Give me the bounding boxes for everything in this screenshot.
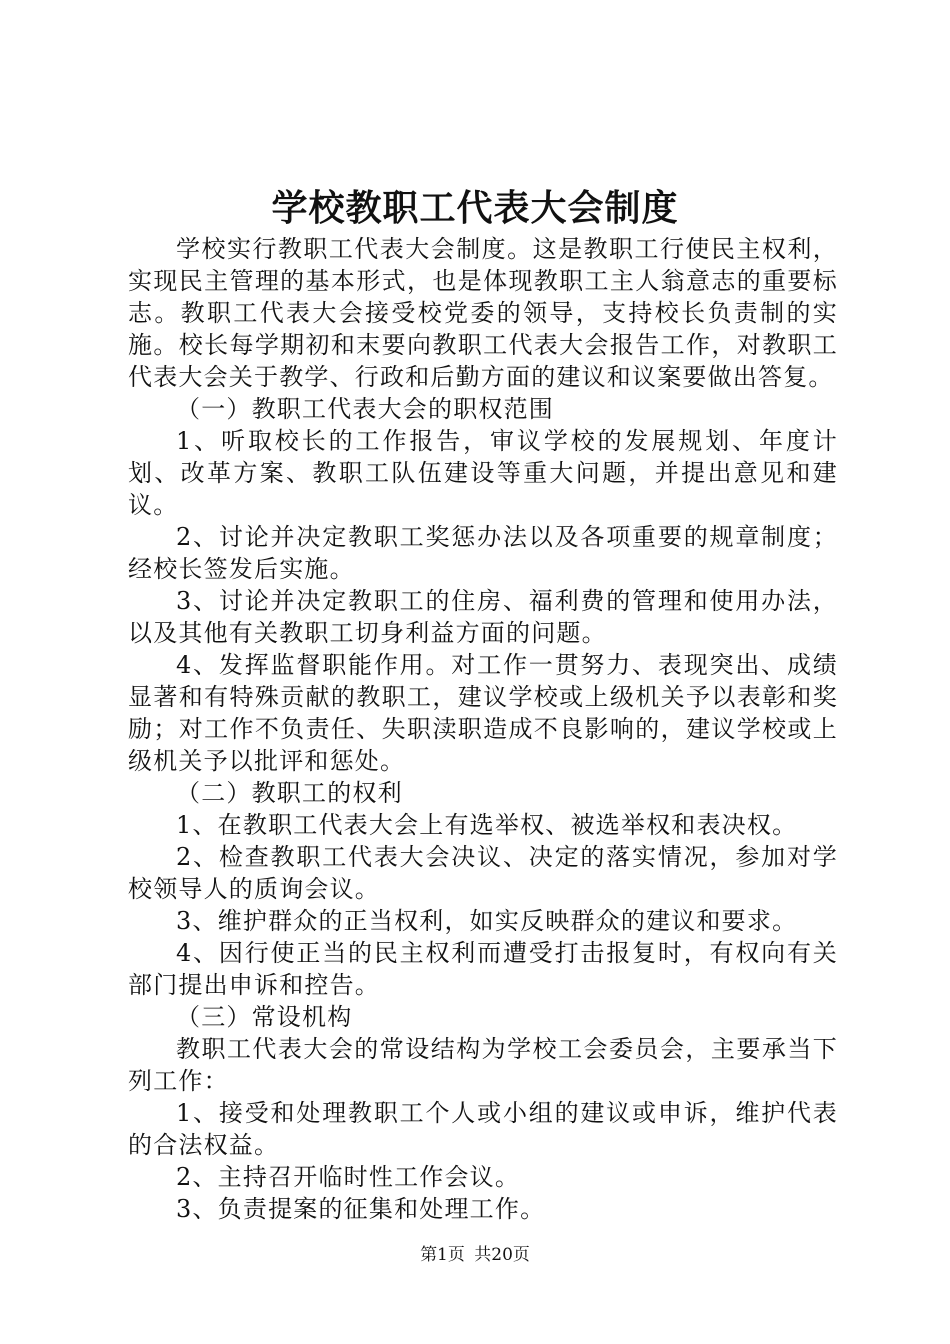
section2-item-2: 2、检查教职工代表大会决议、决定的落实情况，参加对学校领导人的质询会议。 <box>128 843 838 903</box>
section3-intro: 教职工代表大会的常设结构为学校工会委员会，主要承当下列工作： <box>128 1035 838 1095</box>
section1-item-1: 1、听取校长的工作报告，审议学校的发展规划、年度计划、改革方案、教职工队伍建设等重大问题，并提出意见和建议。 <box>128 427 838 519</box>
page-footer <box>0 1244 950 1266</box>
section1-item-4: 4、发挥监督职能作用。对工作一贯努力、表现突出、成绩显著和有特殊贡献的教职工，建议学校或上级机关予以表彰和奖励；对工作不负责任、失职渎职造成不良影响的，建议学校或上级机关予以批评和惩处。 <box>128 651 838 775</box>
document-title: 学校教职工代表大会制度 <box>271 187 679 229</box>
section2-item-3: 3、维护群众的正当权利，如实反映群众的建议和要求。 <box>176 907 798 935</box>
page-number: 第1页 <box>420 1245 465 1265</box>
section1-item-3: 3、讨论并决定教职工的住房、福利费的管理和使用办法，以及其他有关教职工切身利益方面的问题。 <box>128 587 838 647</box>
section3-item-1: 1、接受和处理教职工个人或小组的建议或申诉，维护代表的合法权益。 <box>128 1099 838 1159</box>
section3-item-3: 3、负责提案的征集和处理工作。 <box>176 1195 546 1223</box>
section-heading-2: （二）教职工的权利 <box>176 779 403 807</box>
section2-item-4: 4、因行使正当的民主权利而遭受打击报复时，有权向有关部门提出申诉和控告。 <box>128 939 838 999</box>
section1-item-2: 2、讨论并决定教职工奖惩办法以及各项重要的规章制度；经校长签发后实施。 <box>128 523 838 583</box>
section-heading-1: （一）教职工代表大会的职权范围 <box>176 395 554 423</box>
section2-item-1: 1、在教职工代表大会上有选举权、被选举权和表决权。 <box>176 811 798 839</box>
page-total: 共20页 <box>474 1245 530 1265</box>
section3-item-2: 2、主持召开临时性工作会议。 <box>176 1163 521 1191</box>
document-body <box>128 233 838 1225</box>
section-heading-3: （三）常设机构 <box>176 1003 353 1031</box>
intro-paragraph: 学校实行教职工代表大会制度。这是教职工行使民主权利，实现民主管理的基本形式，也是体现教职工主人翁意志的重要标志。教职工代表大会接受校党委的领导，支持校长负责制的实施。校长每学期初和末要向教职工代表大会报告工作，对教职工代表大会关于教学、行政和后勤方面的建议和议案要做出答复。 <box>128 235 838 391</box>
